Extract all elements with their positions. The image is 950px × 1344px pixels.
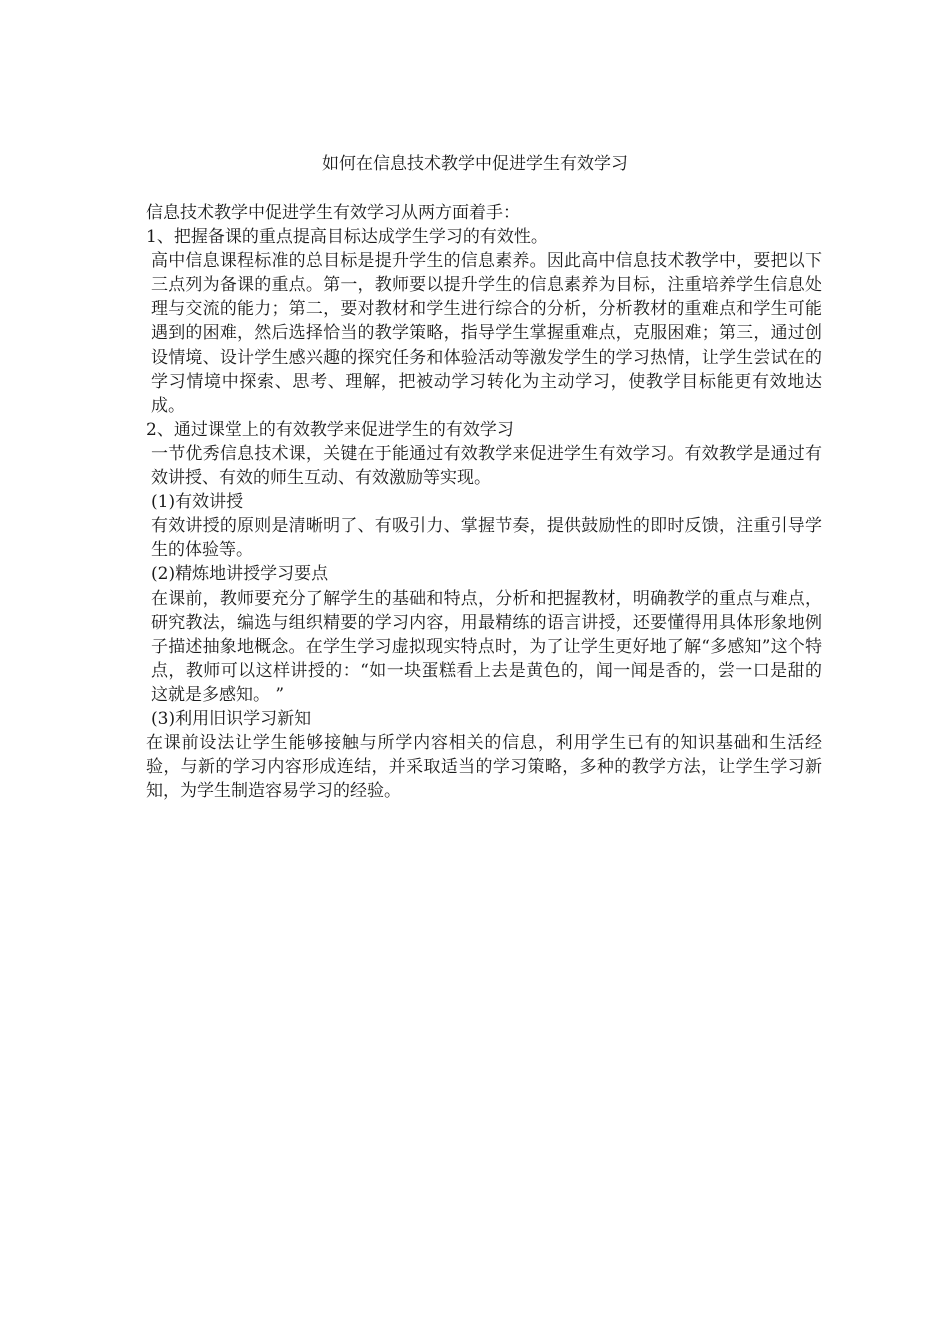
subsection-1-paragraph: 有效讲授的原则是清晰明了、有吸引力、掌握节奏，提供鼓励性的即时反馈，注重引导学生的体验等。: [151, 516, 822, 561]
subsection-heading-1: (1)有效讲授: [151, 492, 244, 513]
subsection-heading-2: (2)精炼地讲授学习要点: [151, 564, 329, 585]
subsection-3-paragraph: 在课前设法让学生能够接触与所学内容相关的信息，利用学生已有的知识基础和生活经验，与新的学习内容形成连结，并采取适当的学习策略，多种的教学方法，让学生学习新知，为学生制造容易学习的经验。: [146, 733, 822, 802]
section-heading-1: 1、把握备课的重点提高目标达成学生学习的有效性。: [146, 227, 548, 248]
subsection-2-paragraph: 在课前，教师要充分了解学生的基础和特点，分析和把握教材，明确教学的重点与难点，研究教法，编选与组织精要的学习内容，用最精练的语言讲授，还要懂得用具体形象地例子描述抽象地概念。在学生学习虚拟现实特点时，为了让学生更好地了解“多感知”这个特点，教师可以这样讲授的：“如一块蛋糕看上去是黄色的，闻一闻是香的，尝一口是甜的这就是多感知。 ”: [151, 588, 822, 705]
section-2-paragraph: 一节优秀信息技术课，关键在于能通过有效教学来促进学生有效学习。有效教学是通过有效讲授、有效的师生互动、有效激励等实现。: [151, 443, 822, 489]
section-heading-2: 2、通过课堂上的有效教学来促进学生的有效学习: [146, 419, 514, 440]
section-1-paragraph: 高中信息课程标准的总目标是提升学生的信息素养。因此高中信息技术教学中，要把以下三点列为备课的重点。第一，教师要以提升学生的信息素养为目标，注重培养学生信息处理与交流的能力；第二，要对教材和学生进行综合的分析，分析教材的重难点和学生可能遇到的困难，然后选择恰当的教学策略，指导学生掌握重难点，克服困难；第三，通过创设情境、设计学生感兴趣的探究任务和体验活动等激发学生的学习热情，让学生尝试在的学习情境中探索、思考、理解，把被动学习转化为主动学习，使教学目标能更有效地达成。: [151, 251, 822, 416]
intro-paragraph: 信息技术教学中促进学生有效学习从两方面着手：: [146, 203, 520, 223]
subsection-heading-3: (3)利用旧识学习新知: [151, 708, 312, 729]
document-body: [146, 201, 822, 803]
document-title: 如何在信息技术教学中促进学生有效学习: [322, 154, 628, 174]
